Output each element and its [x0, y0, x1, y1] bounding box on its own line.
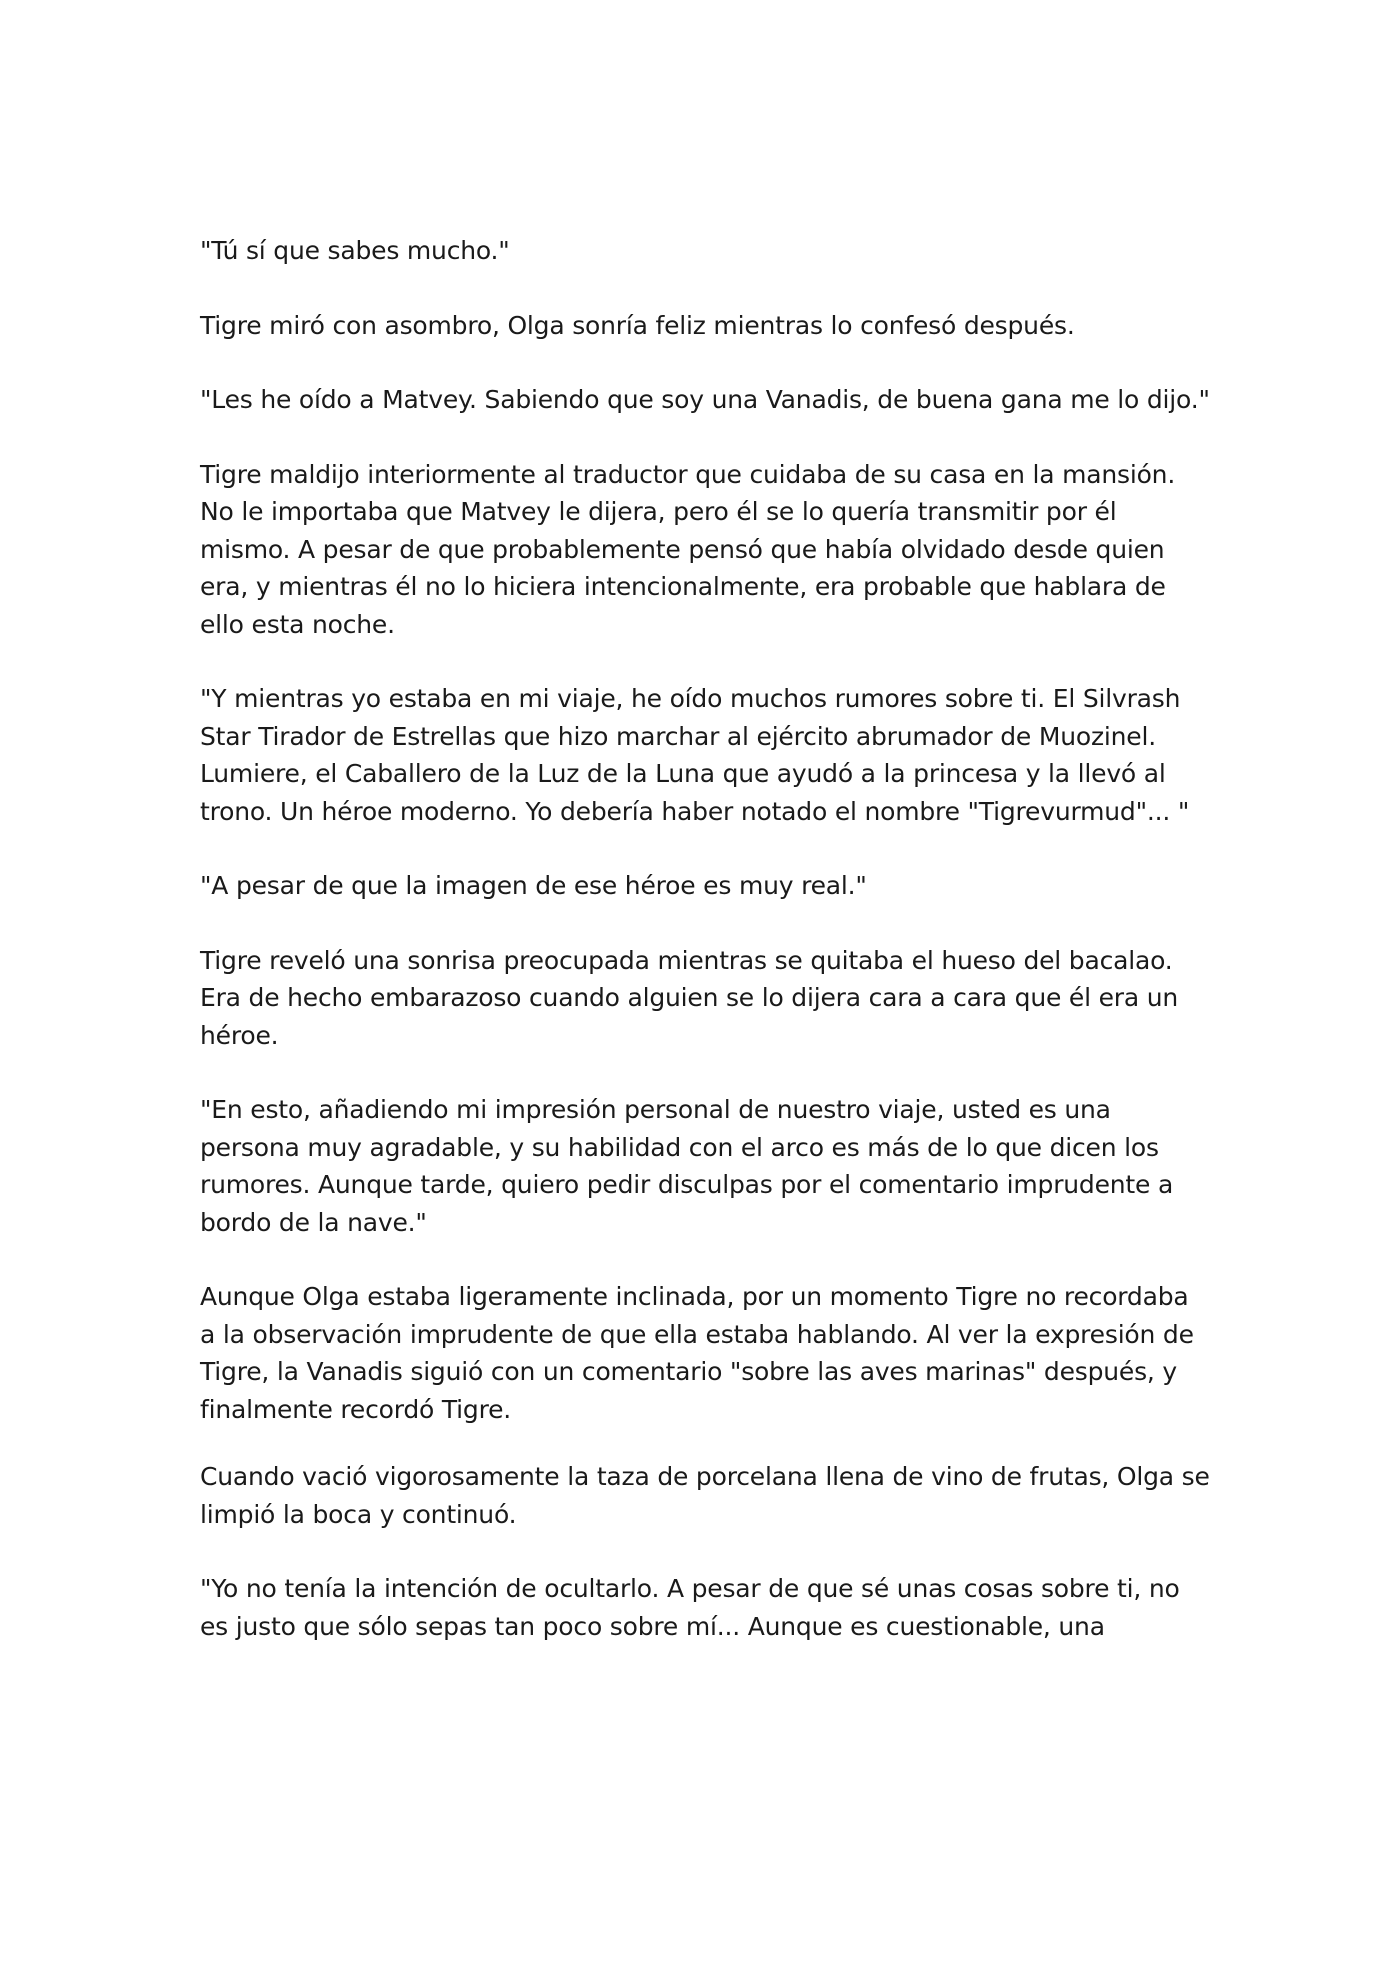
paragraph-10: Cuando vació vigorosamente la taza de porcelana llena de vino de frutas, Olga se limpió la boca y continuó. [200, 1462, 1210, 1529]
paragraph-3: "Les he oído a Matvey. Sabiendo que soy una Vanadis, de buena gana me lo dijo." [200, 385, 1210, 414]
paragraph-11: "Yo no tenía la intención de ocultarlo. A pesar de que sé unas cosas sobre ti, no es justo que sólo sepas tan poco sobre mí... Aunque es cuestionable, una [200, 1574, 1180, 1641]
paragraph-4: Tigre maldijo interiormente al traductor que cuidaba de su casa en la mansión. No le importaba que Matvey le dijera, pero él se lo quería transmitir por él mismo. A pesar de que probablemente pensó que había olvidado desde quien era, y mientras él no lo hiciera intencionalmente, era probable que hablara de ello esta noche. [200, 459, 1176, 639]
paragraph-8: "En esto, añadiendo mi impresión personal de nuestro viaje, usted es una persona muy agradable, y su habilidad con el arco es más de lo que dicen los rumores. Aunque tarde, quiero pedir disculpas por el comentario imprudente a bordo de la nave." [200, 1095, 1174, 1237]
paragraph-7: Tigre reveló una sonrisa preocupada mientras se quitaba el hueso del bacalao. Era de hecho embarazoso cuando alguien se lo dijera cara a cara que él era un héroe. [200, 945, 1179, 1050]
paragraph-5: "Y mientras yo estaba en mi viaje, he oído muchos rumores sobre ti. El Silvrash Star Tirador de Estrellas que hizo marchar al ejército abrumador de Muozinel. Lumiere, el Caballero de la Luz de la Luna que ayudó a la princesa y la llevó al trono. Un héroe moderno. Yo debería haber notado el nombre "Tigrevurmud"... " [200, 684, 1190, 826]
paragraph-9: Aunque Olga estaba ligeramente inclinada, por un momento Tigre no recordaba a la observación imprudente de que ella estaba hablando. Al ver la expresión de Tigre, la Vanadis siguió con un comentario "sobre las aves marinas" después, y finalmente recordó Tigre. [200, 1282, 1194, 1424]
document-body [200, 232, 1210, 1682]
paragraph-6: "A pesar de que la imagen de ese héroe es muy real." [200, 871, 867, 900]
paragraph-1: "Tú sí que sabes mucho." [200, 236, 510, 265]
paragraph-2: Tigre miró con asombro, Olga sonría feliz mientras lo confesó después. [200, 310, 1075, 340]
